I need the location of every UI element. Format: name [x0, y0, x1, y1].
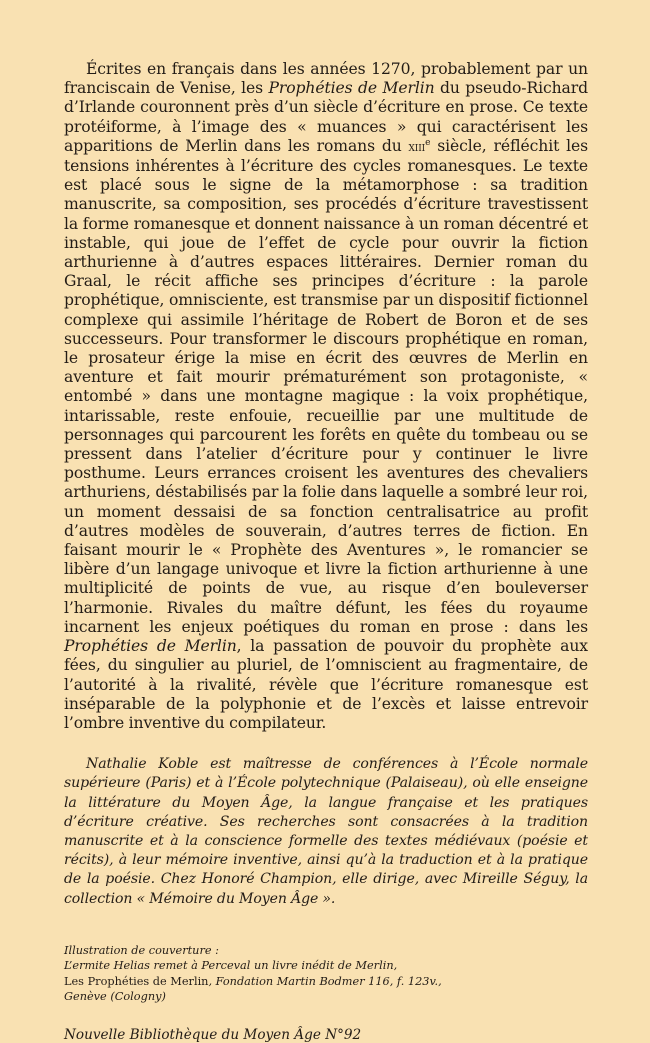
- credits-caption: L’ermite Helias remet à Perceval un livre inédit de Merlin,: [64, 959, 398, 973]
- abstract-title-ref-2: Prophéties de Merlin: [64, 637, 237, 656]
- author-bio: Nathalie Koble est maîtresse de conférences à l’École normale supérieure (Paris) et à l’École polytechnique (Palaiseau), où elle enseigne la littérature du Moyen Âge, la langue française et les pratiques d’écriture créative. Ses recherches sont consacrées à la tradition manuscrite et à la conscience formelle des textes médiévaux (poésie et récits), à leur mémoire inventive, ainsi qu’à la traduction et à la pratique de la poésie. Chez Honoré Champion, elle dirige, avec Mireille Séguy, la collection « Mémoire du Moyen Âge ».: [64, 756, 588, 907]
- abstract-text-3: siècle, réfléchit les tensions inhérentes à l’écriture des cycles romanesques. Le texte est placé sous le signe de la métamorphose : sa tradition manuscrite, sa composition, ses procédés d’écriture travestissent la forme romanesque et donnent naissance à un roman décentré et instable, qui joue de l’effet de cycle pour ouvrir la fiction arthurienne à d’autres espaces littéraires. Dernier roman du Graal, le récit affiche ses principes d’écriture : la parole prophétique, omnisciente, est transmise par un dispositif fictionnel complexe qui assimile l’héritage de Robert de Boron et de ses successeurs. Pour transformer le discours prophétique en roman, le prosateur érige la mise en écrit des œuvres de Merlin en aventure et fait mourir prématurément son protagoniste, « entombé » dans une montagne magique : la voix prophétique, intarissable, reste enfouie, recueillie par une multitude de personnages qui parcourent les forêts en quête du tombeau ou se pressent dans l’atelier d’écriture pour y continuer le livre posthume. Leurs errances croisent les aventures des chevaliers arthuriens, déstabilisés par la folie dans laquelle a sombré leur roi, un moment dessaisi de sa fonction centralisatrice au profit d’autres modèles de souverain, d’autres terres de fiction. En faisant mourir le « Prophète des Aventures », le romancier se libère d’un langage univoque et livre la fiction arthurienne à une multiplicité de points de vue, au risque d’en bouleverser l’harmonie. Rivales du maître défunt, les fées du royaume incarnent les enjeux poétiques du roman en prose : dans les: [64, 136, 588, 636]
- abstract-text-1: Écrites en français dans les années 1270, probablement par un franciscain de Venise, les: [64, 60, 588, 98]
- century-superscript: e: [425, 137, 431, 148]
- book-abstract: [64, 60, 588, 733]
- cover-illustration-credits: [64, 943, 588, 1005]
- credits-place: Genève (Cologny): [64, 990, 166, 1004]
- abstract-title-ref-1: Prophéties de Merlin: [268, 79, 435, 98]
- credits-source: [64, 974, 588, 990]
- credits-source-title: Les Prophéties de Merlin: [64, 974, 209, 988]
- credits-heading: Illustration de couverture :: [64, 943, 219, 957]
- credits-source-location: , Fondation Martin Bodmer 116, f. 123v.,: [208, 974, 442, 988]
- abstract-text-2: du pseudo-Richard d’Irlande couronnent près d’un siècle d’écriture en prose. Ce texte protéiforme, à l’image des « muances » qui caractérisent les apparitions de Merlin dans les romans du: [64, 79, 588, 155]
- century-numeral: xiii: [408, 139, 426, 155]
- abstract-text-4: , la passation de pouvoir du prophète aux fées, du singulier au pluriel, de l’omniscient au fragmentaire, de l’autorité à la rivalité, révèle que l’écriture romanesque est inséparable de la polyphonie et de l’excès et laisse entrevoir l’ombre inventive du compilateur.: [64, 637, 588, 732]
- series-title: Nouvelle Bibliothèque du Moyen Âge N°92: [64, 1026, 362, 1043]
